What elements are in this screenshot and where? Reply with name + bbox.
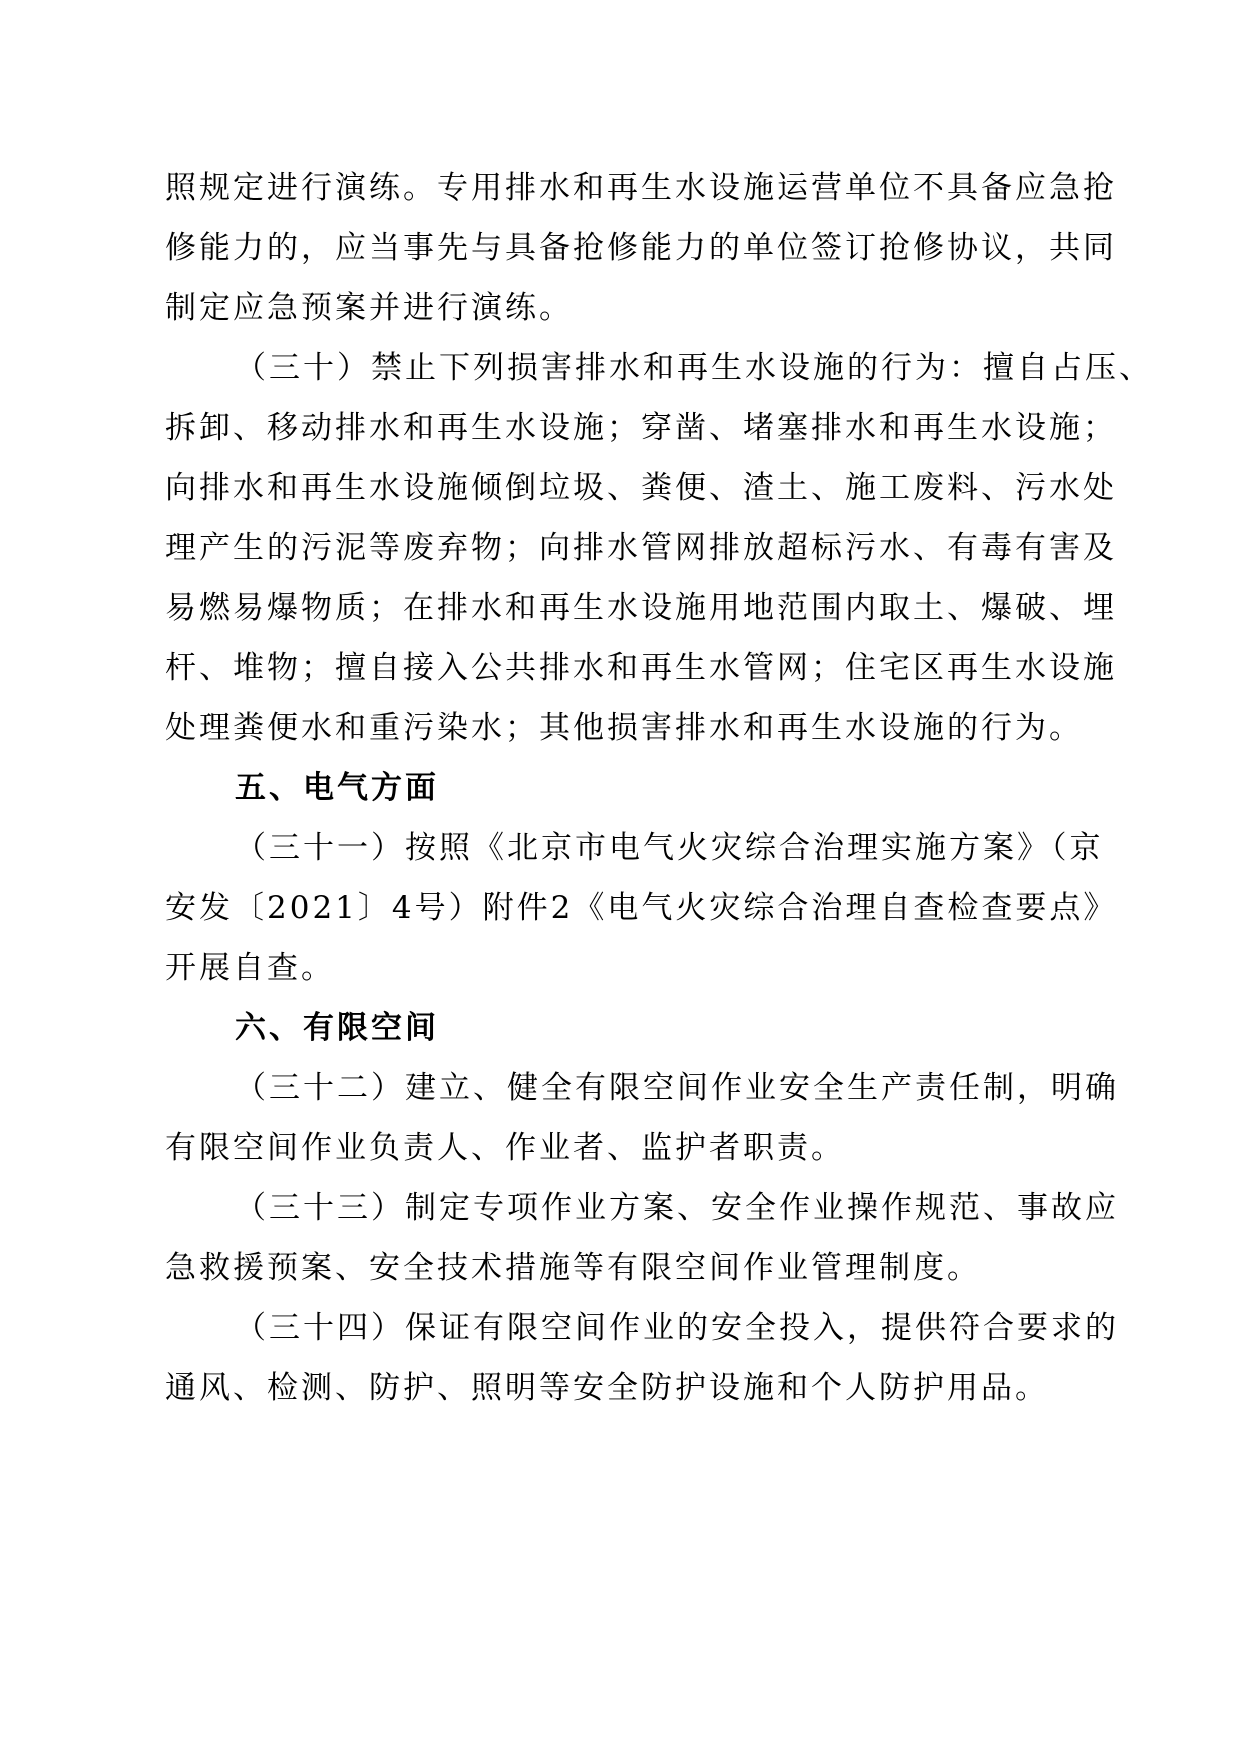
paragraph-line: 拆卸、移动排水和再生水设施；穿凿、堵塞排水和再生水设施； bbox=[165, 410, 1117, 446]
item-31-line: （三十一）按照《北京市电气火灾综合治理实施方案》（京 bbox=[235, 830, 1104, 866]
paragraph-line: 制定应急预案并进行演练。 bbox=[165, 290, 573, 326]
paragraph-line: 易燃易爆物质；在排水和再生水设施用地范围内取土、爆破、埋 bbox=[165, 590, 1117, 626]
paragraph-line: 处理粪便水和重污染水；其他损害排水和再生水设施的行为。 bbox=[165, 710, 1083, 746]
item-32-line: （三十二）建立、健全有限空间作业安全生产责任制，明确 bbox=[235, 1070, 1119, 1106]
item-34-line: （三十四）保证有限空间作业的安全投入，提供符合要求的 bbox=[235, 1310, 1119, 1346]
section-heading-confined-space: 六、有限空间 bbox=[235, 1010, 439, 1046]
section-heading-electrical: 五、电气方面 bbox=[235, 770, 439, 806]
item-30-line: （三十）禁止下列损害排水和再生水设施的行为：擅自占压、 bbox=[235, 350, 1153, 386]
paragraph-line: 杆、堆物；擅自接入公共排水和再生水管网；住宅区再生水设施 bbox=[165, 650, 1117, 686]
item-33-line: （三十三）制定专项作业方案、安全作业操作规范、事故应 bbox=[235, 1190, 1119, 1226]
paragraph-line: 通风、检测、防护、照明等安全防护设施和个人防护用品。 bbox=[165, 1370, 1049, 1406]
paragraph-line: 开展自查。 bbox=[165, 950, 335, 986]
paragraph-line: 安发〔2021〕4号）附件2《电气火灾综合治理自查检查要点》 bbox=[165, 890, 1118, 926]
paragraph-line: 理产生的污泥等废弃物；向排水管网排放超标污水、有毒有害及 bbox=[165, 530, 1117, 566]
paragraph-line: 向排水和再生水设施倾倒垃圾、粪便、渣土、施工废料、污水处 bbox=[165, 470, 1117, 506]
paragraph-line: 有限空间作业负责人、作业者、监护者职责。 bbox=[165, 1130, 845, 1166]
paragraph-line: 修能力的，应当事先与具备抢修能力的单位签订抢修协议，共同 bbox=[165, 230, 1117, 266]
paragraph-line: 照规定进行演练。专用排水和再生水设施运营单位不具备应急抢 bbox=[165, 170, 1117, 206]
paragraph-line: 急救援预案、安全技术措施等有限空间作业管理制度。 bbox=[165, 1250, 981, 1286]
